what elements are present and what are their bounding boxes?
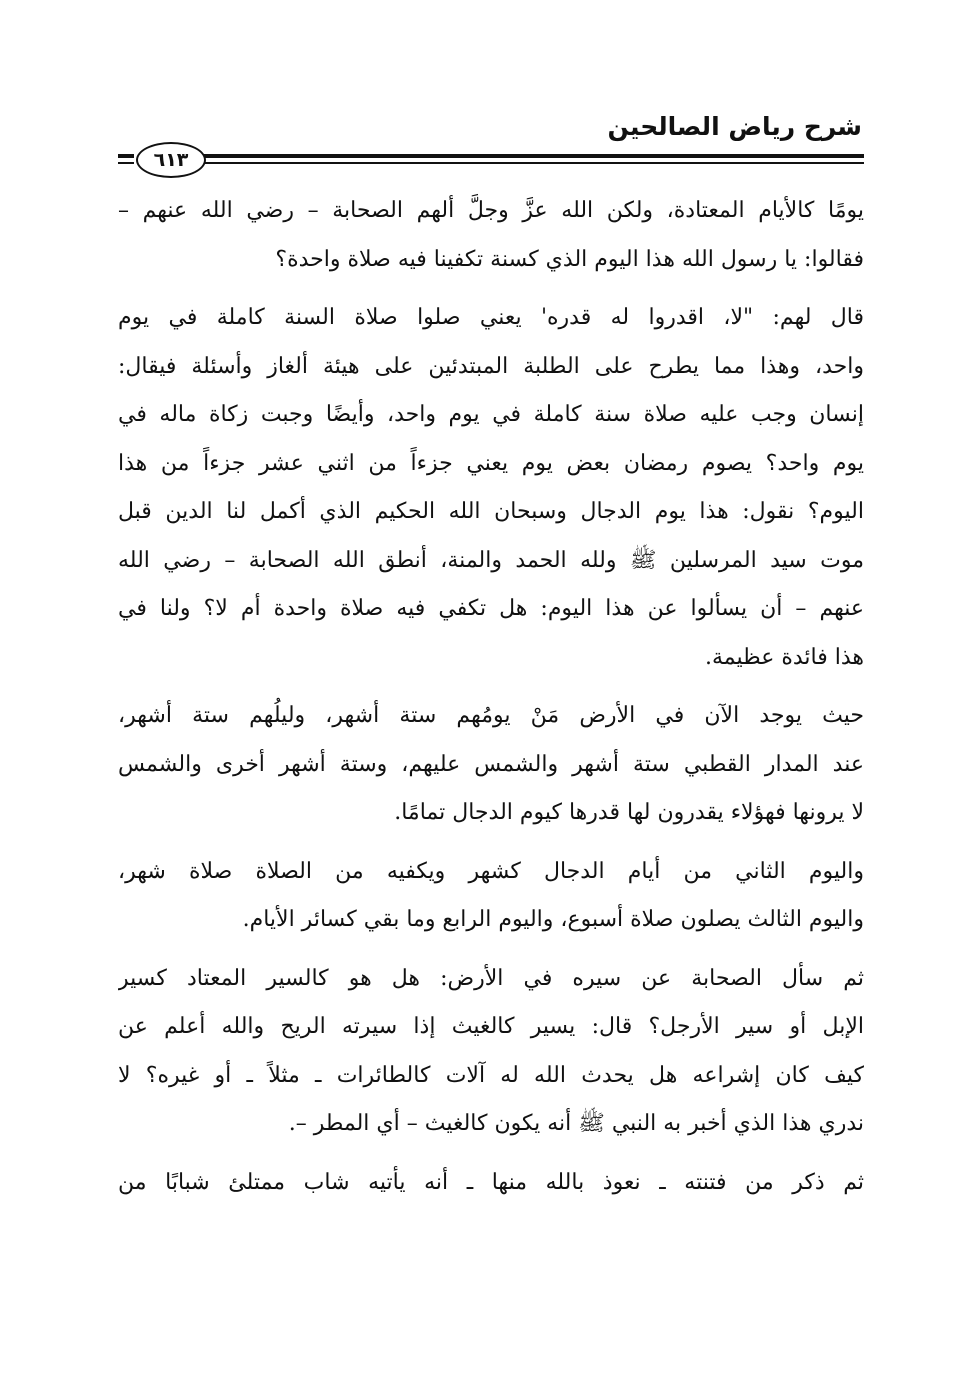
text-line: واحد، وهذا مما يطرح على الطلبة المبتدئين على هيئة ألغاز وأسئلة فيقال: [118, 353, 864, 379]
text-line: عنهم – أن يسألوا عن هذا اليوم: هل تكفي فيه صلاة واحدة أم لا؟ ولنا في [118, 596, 864, 621]
paragraph [118, 294, 864, 682]
text-line: إنسان وجب عليه صلاة سنة كاملة في يوم واحد، وأيضًا وجبت زكاة ماله في [118, 402, 864, 427]
paragraph [118, 1159, 864, 1208]
text-line: الإبل أو سير الأرجل؟ قال: يسير كالغيث إذا سيرته الريح والله أعلم عن [118, 1014, 864, 1039]
text-line: ندري هذا الذي أخبر به النبي ﷺ أنه يكون كالغيث – أي المطر –. [288, 1111, 864, 1136]
text-line: واليوم الثاني من أيام الدجال كشهر ويكفيه من الصلاة صلاة شهر، [118, 858, 864, 884]
page-header [118, 108, 864, 180]
text-line: قال لهم: "لا، اقدروا له قدره' يعني صلوا صلاة السنة كاملة في يوم [118, 305, 864, 330]
text-line: ثم ذكر من فتنته ـ نعوذ بالله منها ـ أنه يأتيه شاب ممتلئ شبابًا من [118, 1169, 864, 1195]
text-line: ثم سأل الصحابة عن سيره في الأرض: هل هو كالسير المعتاد كسير [118, 965, 864, 991]
text-line: يوم واحد؟ يصوم رمضان بعض يوم يعني جزءاً من اثني عشر جزءاً من هذا [118, 450, 864, 476]
text-line: يومًا كالأيام المعتادة، ولكن الله عزَّ وجلَّ ألهم الصحابة – رضي الله عنهم – [118, 198, 864, 223]
text-line: عند المدار القطبي ستة أشهر والشمس عليهم، وستة أشهر أخرى والشمس [118, 751, 864, 777]
header-mark-top [118, 154, 134, 158]
paragraph [118, 692, 864, 838]
header-rule-thin [204, 162, 864, 164]
header-mark-bottom [118, 162, 134, 164]
paragraph [118, 955, 864, 1149]
text-line: فقالوا: يا رسول الله هذا اليوم الذي كسنة تكفينا فيه صلاة واحدة؟ [275, 246, 864, 272]
page-number-badge [136, 142, 206, 178]
text-line: اليوم؟ نقول: هذا يوم الدجال وسبحان الله الحكيم الذي أكمل لنا الدين قبل [118, 499, 864, 524]
text-line: واليوم الثالث يصلون صلاة أسبوع، واليوم الرابع وما بقي كسائر الأيام. [242, 907, 864, 932]
paragraph [118, 187, 864, 284]
header-rule-thick [204, 154, 864, 158]
book-title: شرح رياض الصالحين [607, 112, 862, 141]
page-number: ٦١٣ [153, 149, 189, 171]
text-line: لا يرونها فهؤلاء يقدرون لها قدرها كيوم الدجال تمامًا. [394, 800, 864, 825]
text-line: موت سيد المرسلين ﷺ ولله الحمد والمنة، أنطق الله الصحابة – رضي الله [118, 547, 864, 573]
text-line: حيث يوجد الآن في الأرض مَنْ يومُهم ستة أشهر، وليلُهم ستة أشهر، [118, 703, 864, 728]
text-line: كيف كان إشراعه هل يحدث الله له آلات كالطائرات ـ مثلاً ـ أو غيره؟ لا [118, 1062, 864, 1088]
body-text [118, 187, 864, 1207]
paragraph [118, 848, 864, 945]
text-line: هذا فائدة عظيمة. [705, 644, 864, 670]
